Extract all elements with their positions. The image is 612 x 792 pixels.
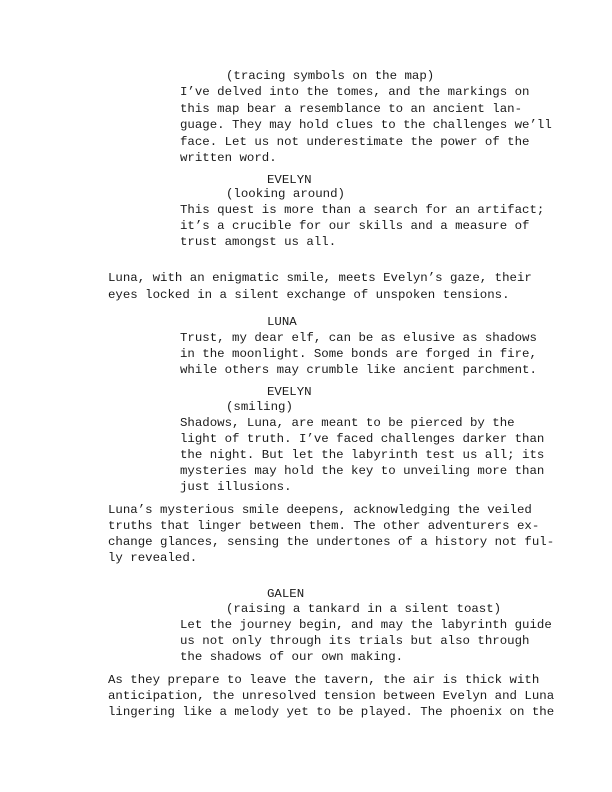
character-name: EVELYN [267,385,312,399]
character-name: LUNA [267,315,297,329]
action-line: Luna’s mysterious smile deepens, acknowledging the veiled [108,503,532,517]
parenthetical: (smiling) [226,400,293,414]
action-line: eyes locked in a silent exchange of unspoken tensions. [108,288,510,302]
dialogue-line: guage. They may hold clues to the challenges we’ll [180,118,552,132]
dialogue-line: mysteries may hold the key to unveiling more than [180,464,545,478]
dialogue-line: just illusions. [180,480,292,494]
parenthetical: (tracing symbols on the map) [226,69,435,83]
dialogue-line: I’ve delved into the tomes, and the markings on [180,85,530,99]
dialogue-line: this map bear a resemblance to an ancient lan- [180,102,523,116]
dialogue-line: Shadows, Luna, are meant to be pierced by the [180,416,515,430]
dialogue-line: Let the journey begin, and may the labyrinth guide [180,618,552,632]
dialogue-line: us not only through its trials but also through [180,634,530,648]
action-line: change glances, sensing the undertones of a history not ful- [108,535,555,549]
dialogue-line: in the moonlight. Some bonds are forged in fire, [180,347,537,361]
dialogue-line: light of truth. I’ve faced challenges darker than [180,432,545,446]
dialogue-line: while others may crumble like ancient parchment. [180,363,537,377]
action-line: anticipation, the unresolved tension between Evelyn and Luna [108,689,555,703]
action-line: Luna, with an enigmatic smile, meets Evelyn’s gaze, their [108,271,532,285]
action-line: ly revealed. [108,551,198,565]
parenthetical: (raising a tankard in a silent toast) [226,602,502,616]
dialogue-line: written word. [180,151,277,165]
character-name: GALEN [267,587,305,601]
dialogue-line: Trust, my dear elf, can be as elusive as shadows [180,331,537,345]
dialogue-line: This quest is more than a search for an artifact; [180,203,545,217]
action-line: As they prepare to leave the tavern, the air is thick with [108,673,540,687]
parenthetical: (looking around) [226,187,345,201]
character-name: EVELYN [267,173,312,187]
dialogue-line: face. Let us not underestimate the power of the [180,135,530,149]
dialogue-line: the shadows of our own making. [180,650,404,664]
action-line: lingering like a melody yet to be played. The phoenix on the [108,705,555,719]
dialogue-line: trust amongst us all. [180,235,337,249]
dialogue-line: it’s a crucible for our skills and a measure of [180,219,530,233]
dialogue-line: the night. But let the labyrinth test us all; its [180,448,545,462]
action-line: truths that linger between them. The other adventurers ex- [108,519,540,533]
